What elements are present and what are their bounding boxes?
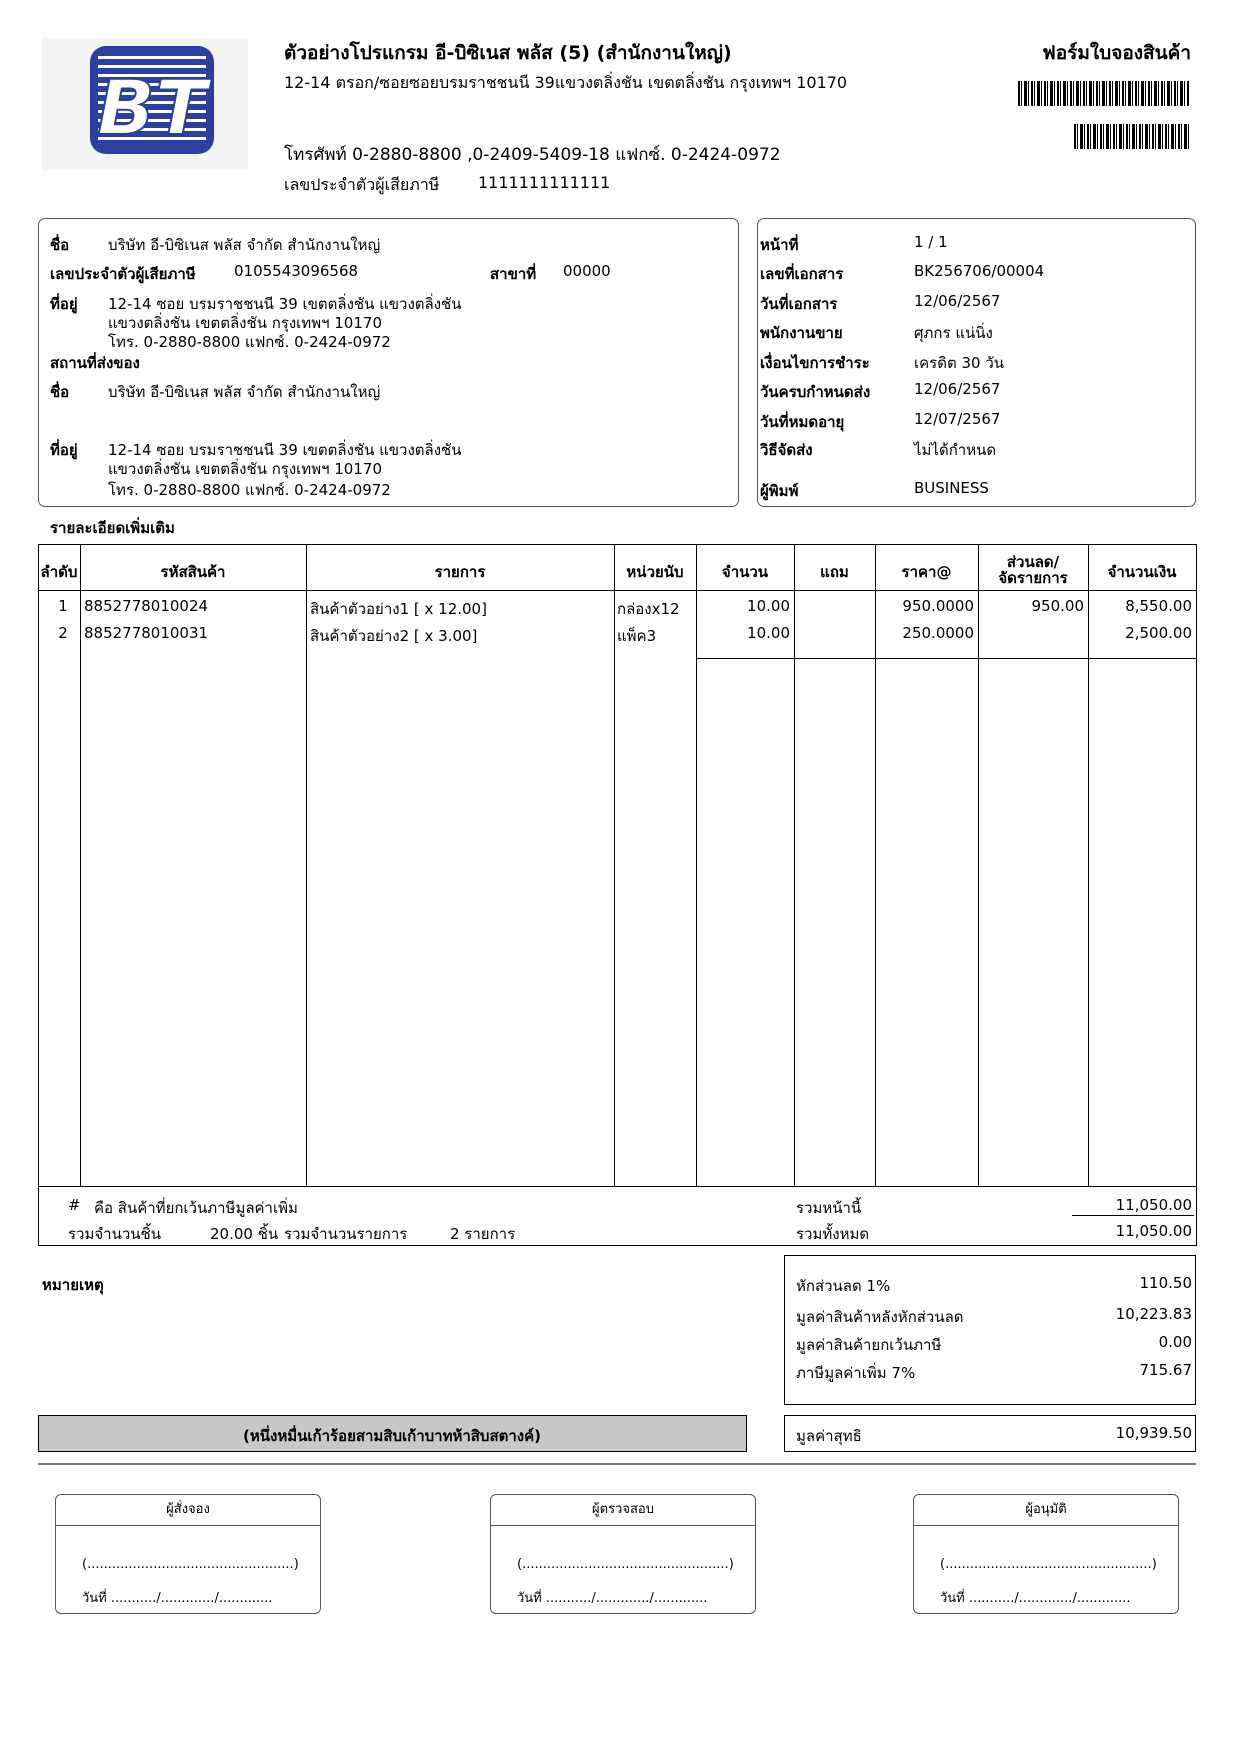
docinfo-date: 12/06/2567 [914, 292, 1001, 310]
signature-box-checker [490, 1494, 756, 1614]
total-items-label: รวมจำนวนรายการ [284, 1225, 408, 1243]
customer-tax-label: เลขประจำตัวผู้เสียภาษี [50, 265, 196, 283]
col-header-qty: จำนวน [721, 563, 769, 581]
docinfo-printer: BUSINESS [914, 479, 989, 497]
docinfo-page-label: หน้าที่ [760, 236, 799, 254]
cell-qty: 10.00 [747, 624, 790, 642]
docinfo-due: 12/06/2567 [914, 380, 1001, 398]
col-divider [978, 544, 979, 1186]
signature-line: (..................................................) [940, 1557, 1157, 1572]
cell-no: 2 [58, 624, 68, 642]
summary-discount-label: หักส่วนลด 1% [796, 1277, 891, 1295]
net-total: 10,939.50 [1115, 1424, 1192, 1442]
customer-name-label: ชื่อ [50, 236, 70, 254]
col-divider [614, 544, 615, 1186]
cell-discount: 950.00 [1031, 597, 1084, 615]
page-total-underline [1072, 1215, 1194, 1216]
cell-desc: สินค้าตัวอย่าง2 [ x 3.00] [310, 627, 478, 645]
summary-discount: 110.50 [1139, 1274, 1192, 1292]
signature-title: ผู้ตรวจสอบ [491, 1495, 755, 1526]
items-table [38, 544, 1197, 1246]
vat-exempt-note: คือ สินค้าที่ยกเว้นภาษีมูลค่าเพิ่ม [94, 1199, 298, 1217]
grand-total-label: รวมทั้งหมด [796, 1225, 870, 1243]
ship-address-2: แขวงตลิ่งชัน เขตตลิ่งชัน กรุงเทพฯ 10170 [108, 460, 382, 478]
customer-branch: 00000 [563, 262, 611, 280]
total-qty: 20.00 ชิ้น [210, 1225, 279, 1243]
page-total-label: รวมหน้านี้ [796, 1199, 862, 1217]
summary-vat-exempt-label: มูลค่าสินค้ายกเว้นภาษี [796, 1336, 942, 1354]
customer-address-label: ที่อยู่ [50, 295, 78, 313]
signature-separator [38, 1463, 1196, 1465]
company-phone: โทรศัพท์ 0-2880-8800 ,0-2409-5409-18 แฟกซ์. 0-2424-0972 [284, 145, 781, 165]
cell-code: 8852778010031 [84, 624, 209, 642]
table-header-divider [38, 590, 1196, 591]
col-divider [306, 544, 307, 1186]
logo-text: BT [97, 63, 207, 152]
page-total: 11,050.00 [1115, 1196, 1192, 1214]
col-header-code: รหัสสินค้า [160, 563, 226, 581]
company-address: 12-14 ตรอก/ซอยซอยบรมราชชนนี 39แขวงตลิ่งชัน เขตตลิ่งชัน กรุงเทพฯ 10170 [284, 73, 848, 92]
summary-vat: 715.67 [1139, 1361, 1192, 1379]
company-tax-id: 1111111111111 [478, 173, 611, 192]
table-rows-divider [696, 658, 1196, 659]
summary-after-discount: 10,223.83 [1115, 1305, 1192, 1323]
signature-box-orderer [55, 1494, 321, 1614]
col-header-no: ลำดับ [40, 563, 78, 581]
col-divider [80, 544, 81, 1186]
ship-name-label: ชื่อ [50, 383, 70, 401]
cell-desc: สินค้าตัวอย่าง1 [ x 12.00] [310, 600, 487, 618]
customer-address-1: 12-14 ซอย บรมราชชนนี 39 เขตตลิ่งชัน แขวงตลิ่งชัน [108, 295, 462, 313]
company-tax-label: เลขประจำตัวผู้เสียภาษี [284, 175, 440, 194]
docinfo-ship-method-label: วิธีจัดส่ง [760, 441, 813, 459]
docinfo-docno-label: เลขที่เอกสาร [760, 265, 844, 283]
customer-tax-id: 0105543096568 [234, 262, 359, 280]
ship-address-label: ที่อยู่ [50, 441, 78, 459]
signature-date-line: วันที่ .........../............./............. [940, 1591, 1131, 1606]
docinfo-due-label: วันครบกำหนดส่ง [760, 383, 871, 401]
company-name: ตัวอย่างโปรแกรม อี-บิซิเนส พลัส (5) (สำนักงานใหญ่) [284, 42, 732, 64]
amount-in-words: (หนึ่งหมื่นเก้าร้อยสามสิบเก้าบาทห้าสิบสตางค์) [243, 1427, 541, 1445]
table-footer-divider [38, 1186, 1196, 1187]
document-title: ฟอร์มใบจองสินค้า [1042, 42, 1191, 64]
remarks-label: หมายเหตุ [42, 1276, 104, 1294]
cell-code: 8852778010024 [84, 597, 209, 615]
cell-qty: 10.00 [747, 597, 790, 615]
docinfo-date-label: วันที่เอกสาร [760, 295, 838, 313]
cell-unit: แพ็ค3 [617, 627, 657, 645]
total-items: 2 รายการ [450, 1225, 516, 1243]
cell-price: 250.0000 [902, 624, 974, 642]
company-logo [42, 38, 248, 170]
signature-date-line: วันที่ .........../............./............. [517, 1591, 708, 1606]
cell-price: 950.0000 [902, 597, 974, 615]
col-header-price: ราคา@ [901, 563, 952, 581]
docinfo-expiry-label: วันที่หมดอายุ [760, 413, 845, 431]
signature-title: ผู้สั่งจอง [56, 1495, 320, 1526]
signature-date-line: วันที่ .........../............./............. [82, 1591, 273, 1606]
docinfo-sales-label: พนักงานขาย [760, 324, 843, 342]
ship-address-1: 12-14 ซอย บรมราชชนนี 39 เขตตลิ่งชัน แขวงตลิ่งชัน [108, 441, 462, 459]
ship-address-3: โทร. 0-2880-8800 แฟกซ์. 0-2424-0972 [108, 481, 391, 499]
col-header-free: แถม [820, 563, 849, 581]
docinfo-printer-label: ผู้พิมพ์ [760, 482, 799, 500]
docinfo-terms-label: เงื่อนไขการชำระ [760, 354, 870, 372]
cell-amount: 8,550.00 [1125, 597, 1192, 615]
customer-address-3: โทร. 0-2880-8800 แฟกซ์. 0-2424-0972 [108, 333, 391, 351]
details-label: รายละเอียดเพิ่มเติม [50, 519, 175, 537]
signature-box-approver [913, 1494, 1179, 1614]
total-qty-label: รวมจำนวนชิ้น [68, 1225, 161, 1243]
summary-vat-exempt: 0.00 [1158, 1333, 1192, 1351]
cell-amount: 2,500.00 [1125, 624, 1192, 642]
docinfo-docno: BK256706/00004 [914, 262, 1045, 280]
col-divider [794, 544, 795, 1186]
summary-vat-label: ภาษีมูลค่าเพิ่ม 7% [796, 1364, 916, 1382]
signature-line: (..................................................) [82, 1557, 299, 1572]
customer-branch-label: สาขาที่ [490, 265, 537, 283]
docinfo-terms: เครดิต 30 วัน [914, 354, 1004, 372]
signature-line: (..................................................) [517, 1557, 734, 1572]
grand-total: 11,050.00 [1115, 1222, 1192, 1240]
docinfo-ship-method: ไม่ได้กำหนด [914, 441, 997, 459]
col-header-amount: จำนวนเงิน [1107, 563, 1177, 581]
customer-address-2: แขวงตลิ่งชัน เขตตลิ่งชัน กรุงเทพฯ 10170 [108, 314, 382, 332]
col-header-discount-1: ส่วนลด/ [1006, 553, 1060, 571]
col-header-unit: หน่วยนับ [626, 563, 684, 581]
col-header-discount-2: จัดรายการ [998, 569, 1068, 587]
ship-to-label: สถานที่ส่งของ [50, 354, 140, 372]
net-total-label: มูลค่าสุทธิ [796, 1427, 862, 1445]
signature-title: ผู้อนุมัติ [914, 1495, 1178, 1526]
summary-after-discount-label: มูลค่าสินค้าหลังหักส่วนลด [796, 1308, 964, 1326]
cell-no: 1 [58, 597, 68, 615]
docinfo-expiry: 12/07/2567 [914, 410, 1001, 428]
col-header-desc: รายการ [434, 563, 486, 581]
cell-unit: กล่องx12 [617, 600, 680, 618]
vat-exempt-hash: # [68, 1196, 81, 1214]
customer-name: บริษัท อี-บิซิเนส พลัส จำกัด สำนักงานใหญ่ [108, 236, 381, 254]
docinfo-sales: ศุภกร แน่นิ่ง [914, 324, 993, 342]
docinfo-page: 1 / 1 [914, 233, 948, 251]
ship-name: บริษัท อี-บิซิเนส พลัส จำกัด สำนักงานใหญ่ [108, 383, 381, 401]
barcode-1 [1018, 81, 1190, 106]
barcode-2 [1074, 124, 1190, 149]
